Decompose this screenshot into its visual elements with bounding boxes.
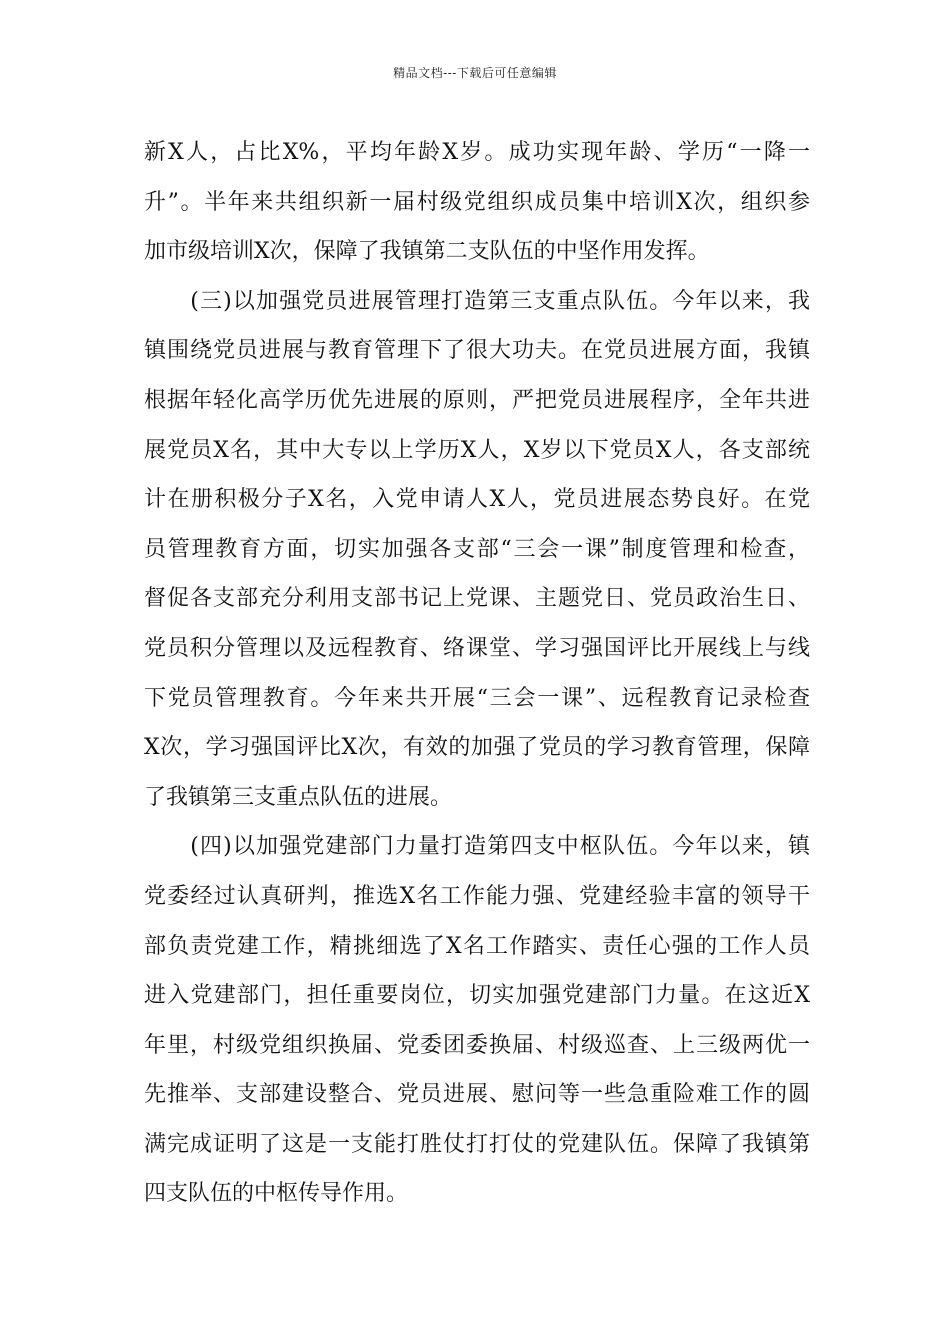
- text-line: 督促各支部充分利用支部书记上党课、主题党日、党员政治生日、: [144, 586, 810, 612]
- text-line: 满完成证明了这是一支能打胜仗打打仗的党建队伍。保障了我镇第: [144, 1131, 810, 1157]
- text-line: 党委经过认真研判，推选X名工作能力强、党建经验丰富的领导干: [144, 883, 810, 909]
- text-line: 根据年轻化高学历优先进展的原则，严把党员进展程序，全年共进: [144, 387, 810, 413]
- document-body: [144, 128, 810, 1219]
- text-line: (三)以加强党员进展管理打造第三支重点队伍。今年以来，我: [144, 288, 810, 314]
- page-header: 精品文档---下载后可任意编辑: [393, 66, 557, 80]
- text-line: 计在册积极分子X名，入党申请人X人，党员进展态势良好。在党: [144, 487, 810, 513]
- text-line: 先推举、支部建设整合、党员进展、慰问等一些急重险难工作的圆: [144, 1082, 810, 1108]
- text-line: 升”。半年来共组织新一届村级党组织成员集中培训X次，组织参: [144, 189, 810, 215]
- text-line: 镇围绕党员进展与教育管理下了很大功夫。在党员进展方面，我镇: [144, 338, 810, 364]
- text-line: 了我镇第三支重点队伍的进展。: [144, 784, 453, 810]
- text-line: 新X人，占比X%，平均年龄X岁。成功实现年龄、学历“一降一: [144, 140, 810, 165]
- text-line: 加市级培训X次，保障了我镇第二支队伍的中坚作用发挥。: [144, 239, 710, 265]
- text-line: 年里，村级党组织换届、党委团委换届、村级巡查、上三级两优一: [144, 1032, 810, 1058]
- text-line: 下党员管理教育。今年来共开展“三会一课”、远程教育记录检查: [144, 685, 810, 711]
- text-line: 进入党建部门，担任重要岗位，切实加强党建部门力量。在这近X: [144, 983, 810, 1009]
- text-line: 部负责党建工作，精挑细选了X名工作踏实、责任心强的工作人员: [144, 933, 810, 959]
- text-line: 四支队伍的中枢传导作用。: [144, 1181, 409, 1207]
- text-line: (四)以加强党建部门力量打造第四支中枢队伍。今年以来，镇: [144, 834, 810, 860]
- text-line: X次，学习强国评比X次，有效的加强了党员的学习教育管理，保障: [144, 735, 810, 761]
- text-line: 展党员X名，其中大专以上学历X人，X岁以下党员X人，各支部统: [144, 437, 810, 463]
- text-line: 员管理教育方面，切实加强各支部“三会一课”制度管理和检查，: [144, 536, 810, 562]
- text-line: 党员积分管理以及远程教育、络课堂、学习强国评比开展线上与线: [144, 635, 810, 661]
